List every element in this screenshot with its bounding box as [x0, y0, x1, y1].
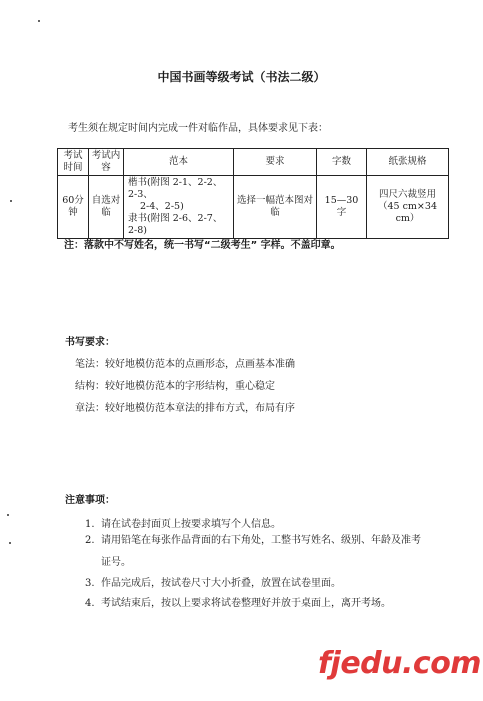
requirement-structure: 结构：较好地模仿范本的字形结构，重心稳定 [75, 381, 275, 392]
notice-item [85, 574, 341, 589]
cell-requirement: 选择一幅范本图对临 [234, 176, 317, 239]
requirements-table [57, 148, 449, 239]
site-watermark-logo: fjedu.com [318, 646, 482, 681]
notice-number: 3. [85, 578, 95, 589]
notices-heading: 注意事项： [65, 495, 115, 506]
notice-text: 请在试卷封面页上按要求填写个人信息。 [101, 519, 281, 530]
notice-number: 1. [85, 519, 95, 530]
table-row [58, 176, 449, 239]
paper-spec-line1: 四尺六裁竖用 [378, 189, 436, 200]
header-exam-time: 考试时间 [58, 149, 89, 176]
model-kaishu-line1: 楷书(附图 2-1、2-2、2-3、 [128, 177, 223, 200]
header-char-count: 字数 [317, 149, 367, 176]
notice-text: 考试结束后，按以上要求将试卷整理好并放于桌面上，离开考场。 [101, 598, 391, 609]
scan-speck [7, 514, 9, 516]
requirement-brushwork: 笔法：较好地模仿范本的点画形态，点画基本准确 [75, 359, 295, 370]
cell-paper-spec [367, 176, 449, 239]
document-title: 中国书画等级考试（书法二级） [157, 70, 326, 84]
scan-speck [10, 200, 12, 202]
notice-text: 请用铅笔在每张作品背面的右下角处，工整书写姓名、级别、年龄及准考 [101, 535, 421, 546]
model-kaishu-line2: 2-4、2-5) [140, 201, 184, 212]
paper-spec-line2: （45 cm×34 cm） [378, 201, 437, 224]
notice-number: 4. [85, 598, 95, 609]
writing-requirements-heading: 书写要求： [65, 337, 115, 348]
cell-time: 60分钟 [58, 176, 89, 239]
notice-item [85, 531, 421, 546]
cell-char-count: 15—30 字 [317, 176, 367, 239]
notice-text: 作品完成后，按试卷尺寸大小折叠，放置在试卷里面。 [101, 578, 341, 589]
scan-speck [38, 20, 40, 22]
notice-number: 2. [85, 535, 95, 546]
header-requirement: 要求 [234, 149, 317, 176]
scan-speck [9, 542, 11, 544]
model-lishu: 隶书(附图 2-6、2-7、2-8) [128, 213, 223, 236]
signature-note: 注：落款中不写姓名，统一书写“二级考生” 字样。不盖印章。 [64, 240, 341, 251]
requirement-composition: 章法：较好地模仿范本章法的排布方式，布局有序 [75, 403, 295, 414]
intro-text: 考生须在规定时间内完成一件对临作品，具体要求见下表： [68, 123, 328, 134]
header-model: 范本 [124, 149, 234, 176]
notice-item [85, 515, 281, 530]
cell-model [124, 176, 234, 239]
table-header-row [58, 149, 449, 176]
header-exam-content: 考试内容 [89, 149, 124, 176]
notice-item [85, 594, 391, 609]
cell-content: 自选对临 [89, 176, 124, 239]
notice-text-continued: 证号。 [101, 557, 131, 568]
header-paper-spec: 纸张规格 [367, 149, 449, 176]
